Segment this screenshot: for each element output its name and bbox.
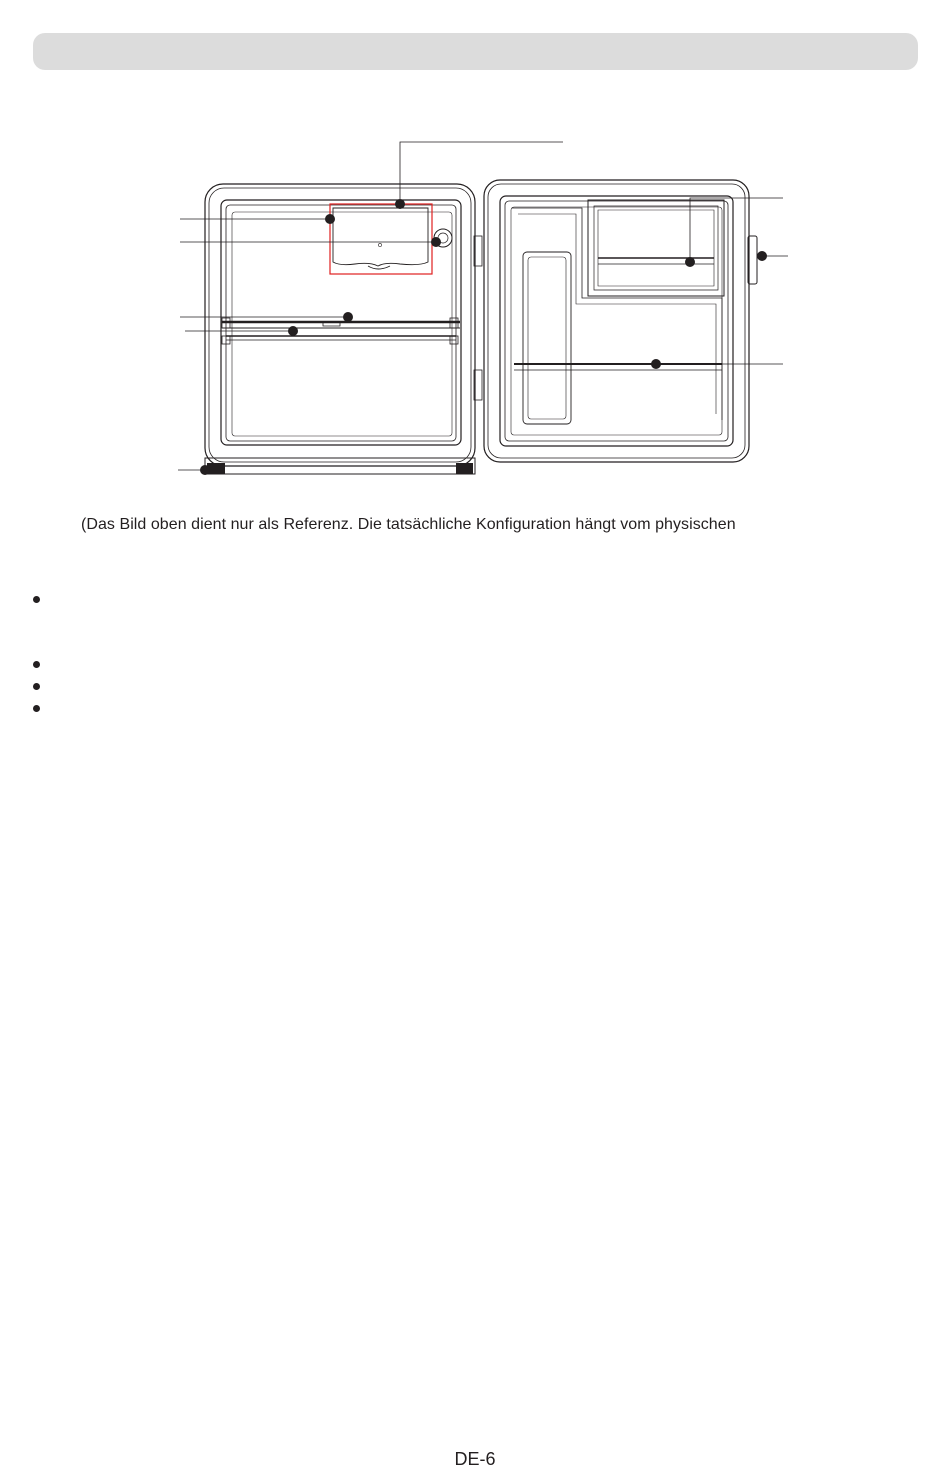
fridge-cabinet	[205, 184, 475, 474]
callouts	[178, 142, 788, 475]
bullet-2	[33, 661, 40, 668]
page-number: DE-6	[454, 1449, 496, 1469]
image-caption: (Das Bild oben dient nur als Referenz. Die tatsächliche Konfiguration hängt vom physischen	[81, 516, 736, 533]
fridge-door	[484, 180, 757, 462]
fridge-diagram	[0, 0, 950, 500]
bullet-3	[33, 683, 40, 690]
bullet-4	[33, 705, 40, 712]
bullet-1	[33, 596, 40, 603]
